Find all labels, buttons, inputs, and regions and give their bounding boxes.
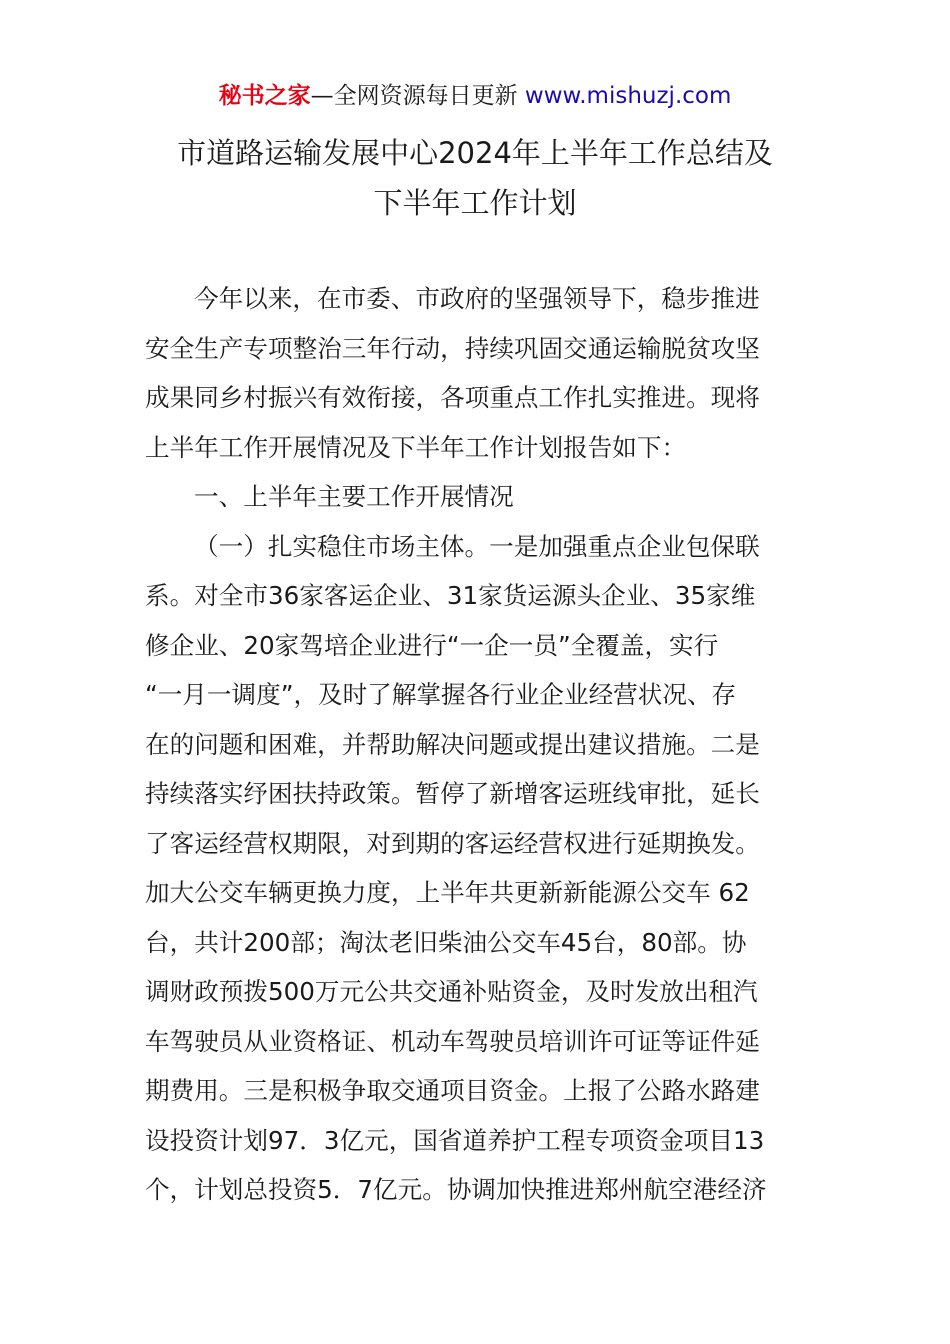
paragraph-line: 今年以来，在市委、市政府的坚强领导下，稳步推进 (194, 284, 760, 313)
paragraph-line: 车驾驶员从业资格证、机动车驾驶员培训许可证等证件延 (145, 1026, 760, 1056)
title-line-1: 市道路运输发展中心2024年上半年工作总结及 (177, 136, 773, 170)
document-title (0, 128, 950, 228)
site-url-link[interactable]: www.mishuzj.com (524, 83, 732, 109)
paragraph-line: 系。对全市36家客运企业、31家货运源头企业、35家维 (145, 581, 756, 610)
paragraph-line: 持续落实纾困扶持政策。暂停了新增客运班线审批，延长 (145, 779, 760, 808)
paragraph-line: 个，计划总投资5．7亿元。协调加快推进郑州航空港经济 (145, 1175, 767, 1204)
paragraph-line: 设投资计划97．3亿元，国省道养护工程专项资金项目13 (145, 1125, 765, 1155)
document-body (145, 274, 805, 1215)
paragraph-line: 加大公交车辆更换力度，上半年共更新新能源公交车 62 (145, 878, 750, 907)
section-heading: 一、上半年主要工作开展情况 (194, 482, 514, 511)
paragraph-line: （一）扎实稳住市场主体。一是加强重点企业包保联 (194, 531, 760, 561)
site-tagline: —全网资源每日更新 (310, 83, 525, 109)
paragraph-line: 了客运经营权期限，对到期的客运经营权进行延期换发。 (145, 828, 760, 858)
paragraph-line: 上半年工作开展情况及下半年工作计划报告如下： (145, 432, 687, 462)
paragraph-line: 安全生产专项整治三年行动，持续巩固交通运输脱贫攻坚 (145, 333, 760, 363)
brand-name: 秘书之家 (218, 83, 311, 109)
title-line-2: 下半年工作计划 (373, 186, 577, 220)
paragraph-line: 成果同乡村振兴有效衔接，各项重点工作扎实推进。现将 (145, 383, 760, 412)
paragraph-line: 期费用。三是积极争取交通项目资金。上报了公路水路建 (145, 1076, 760, 1105)
paragraph-line: 修企业、20家驾培企业进行“一企一员”全覆盖，实行 (145, 630, 719, 660)
paragraph-line: 在的问题和困难，并帮助解决问题或提出建议措施。二是 (145, 729, 760, 759)
paragraph-line: 台，共计200部；淘汰老旧柴油公交车45台，80部。协 (145, 927, 747, 957)
paragraph-line: “一月一调度”，及时了解掌握各行业企业经营状况、存 (145, 680, 737, 709)
paragraph-line: 调财政预拨500万元公共交通补贴资金，及时发放出租汽 (145, 977, 758, 1006)
site-header (0, 80, 950, 112)
